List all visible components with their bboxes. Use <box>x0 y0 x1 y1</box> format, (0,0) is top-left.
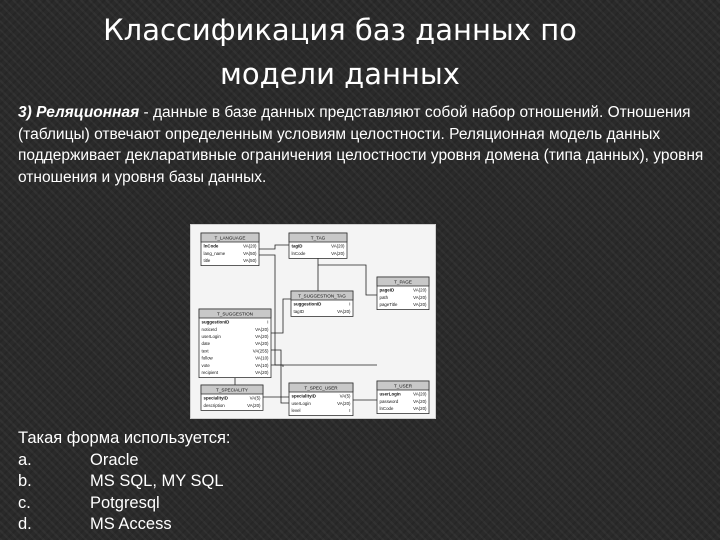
column-name: noticeId <box>201 326 217 332</box>
entity-table-suggestion <box>199 309 271 378</box>
list-marker: c. <box>18 493 31 512</box>
column-type: VA(50) <box>243 250 257 256</box>
list-item-text: MS Access <box>90 515 172 534</box>
list-item <box>18 514 418 536</box>
body-description: - данные в базе данных представляют собой набор отношений. Отношения (таблицы) отвечают определенным условиям целостности. Реляционная модель данных поддерживает декларативные ограничения целостности уровня домена (типа данных), уровня отношения и уровня базы данных. <box>18 104 704 186</box>
title-line-1: Классификация баз данных по <box>103 13 577 47</box>
schema-svg <box>191 225 435 418</box>
column-name: tagID <box>291 243 303 249</box>
entity-table-page <box>377 277 429 310</box>
usage-list <box>18 428 418 536</box>
relational-term: 3) Реляционная <box>18 104 140 121</box>
column-name: lnCode <box>379 406 394 411</box>
column-name: date <box>201 341 211 347</box>
column-name: description <box>203 402 225 408</box>
column-type: VA(20) <box>331 243 345 249</box>
list-heading: Такая форма используется: <box>18 429 231 447</box>
column-type: VA(20) <box>255 334 269 339</box>
column-type: VA(20) <box>413 398 427 404</box>
column-name: lang_name <box>203 250 226 256</box>
column-type: VA(20) <box>255 326 269 332</box>
database-schema-diagram <box>190 224 436 419</box>
title-line-2: модели данных <box>220 57 460 91</box>
body-paragraph <box>18 102 708 188</box>
column-type: VA(20) <box>247 402 261 408</box>
table-name: T_SPEC_USER <box>304 385 338 391</box>
column-type: VA(20) <box>413 302 427 307</box>
column-type: VA(20) <box>413 391 427 397</box>
column-name: tagID <box>293 308 304 314</box>
entity-table-language <box>201 233 259 266</box>
relation-line <box>318 265 377 295</box>
column-name: pageID <box>379 287 395 293</box>
column-type: VA(5) <box>339 393 351 399</box>
column-name: level <box>291 408 301 413</box>
column-name: lnCode <box>291 250 306 256</box>
table-name: T_SUGGESTION <box>217 311 253 317</box>
column-type: VA(20) <box>243 243 257 249</box>
list-item <box>18 450 418 472</box>
list-item <box>18 471 418 493</box>
table-name: T_TAG <box>310 235 326 241</box>
column-name: password <box>379 398 399 404</box>
relation-line <box>271 299 291 333</box>
column-name: suggestionID <box>201 319 230 325</box>
column-type: VA(20) <box>331 250 345 256</box>
entity-table-sugg-tag <box>291 291 353 316</box>
column-type: I <box>267 319 269 325</box>
column-type: I <box>349 408 351 413</box>
column-type: VA(5) <box>249 395 261 401</box>
column-type: VA(20) <box>255 341 269 347</box>
column-name: title <box>203 258 211 263</box>
entity-table-spec-user <box>289 383 353 416</box>
column-name: text <box>201 348 209 354</box>
column-type: VA(20) <box>413 406 427 411</box>
list-marker: a. <box>18 450 32 469</box>
column-name: userLogin <box>291 400 311 406</box>
list-marker: b. <box>18 472 32 491</box>
entity-table-user <box>377 381 429 414</box>
column-type: VA(20) <box>255 370 269 375</box>
list-item <box>18 493 418 515</box>
column-type: VA(20) <box>337 308 351 314</box>
column-type: VA(50) <box>243 258 257 263</box>
column-name: vote <box>201 362 210 368</box>
table-name: T_SUGGESTION_TAG <box>298 293 346 299</box>
column-name: specialityID <box>203 395 228 401</box>
relation-line <box>271 350 289 403</box>
column-name: userLogin <box>379 391 401 397</box>
column-type: VA(10) <box>255 355 269 361</box>
column-type: VA(20) <box>337 400 351 406</box>
column-name: userLogin <box>201 334 221 339</box>
table-name: T_USER <box>393 383 413 389</box>
column-name: pageTitle <box>379 302 398 307</box>
column-name: specialityID <box>291 393 316 399</box>
column-type: VA(10) <box>255 362 269 368</box>
table-name: T_LANGUAGE <box>214 235 246 241</box>
column-name: suggestionID <box>293 301 322 307</box>
table-name: T_PAGE <box>394 279 412 285</box>
list-item-text: Potgresql <box>90 493 160 512</box>
list-item-text: MS SQL, MY SQL <box>90 472 224 491</box>
column-type: VA(20) <box>413 294 427 300</box>
column-name: lnCode <box>203 243 219 249</box>
column-name: follow <box>201 355 213 361</box>
column-type: VA(255) <box>252 348 269 354</box>
list-item-text: Oracle <box>90 450 139 469</box>
column-name: recipient <box>201 370 219 375</box>
column-type: VA(20) <box>413 287 427 293</box>
relation-line <box>259 245 289 249</box>
table-name: T_SPECIALITY <box>216 387 248 393</box>
entity-table-speciality <box>201 385 263 410</box>
slide-title <box>60 8 620 96</box>
list-marker: d. <box>18 515 32 534</box>
column-type: I <box>349 301 351 307</box>
column-name: path <box>379 294 389 300</box>
entity-table-tag <box>289 233 347 258</box>
